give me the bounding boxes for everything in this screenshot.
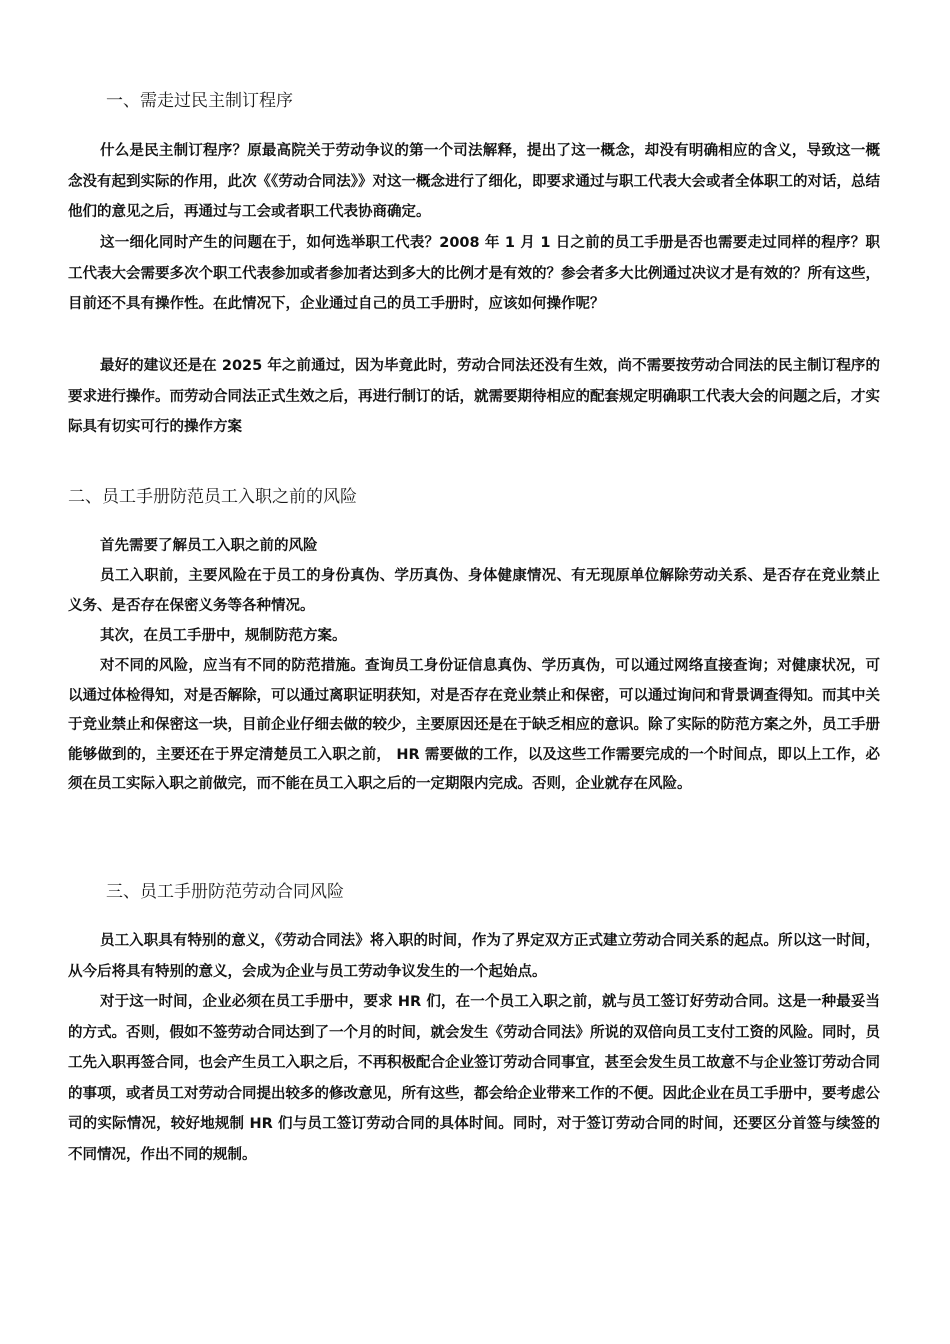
section-1-paragraph-2: 这一细化同时产生的问题在于，如何选举职工代表？2008 年 1 月 1 日之前的员工手册是否也需要走过同样的程序？职工代表大会需要多次个职工代表参加或者参加者达到多大的比例才是有效的？参会者多大比例通过决议才是有效的？所有这些，目前还不具有操作性。在此情况下，企业通过自己的员工手册时，应该如何操作呢？ — [68, 235, 880, 312]
section-2-paragraph-4: 对不同的风险，应当有不同的防范措施。查询员工身份证信息真伪、学历真伪，可以通过网络直接查询；对健康状况，可以通过体检得知，对是否解除，可以通过离职证明获知，对是否存在竞业禁止和保密，可以通过询问和背景调查得知。而其中关于竞业禁止和保密这一块，目前企业仔细去做的较少，主要原因还是在于缺乏相应的意识。除了实际的防范方案之外，员工手册能够做到的，主要还在于界定清楚员工入职之前， HR 需要做的工作，以及这些工作需要完成的一个时间点，即以上工作，必须在员工实际入职之前做完，而不能在员工入职之后的一定期限内完成。否则，企业就存在风险。 — [68, 658, 880, 792]
section-2-paragraph-1: 首先需要了解员工入职之前的风险 — [100, 538, 318, 554]
section-2-paragraph-3: 其次，在员工手册中，规制防范方案。 — [100, 628, 347, 644]
section-3-paragraph-1: 员工入职具有特别的意义，《劳动合同法》将入职的时间，作为了界定双方正式建立劳动合同关系的起点。所以这一时间，从今后将具有特别的意义，会成为企业与员工劳动争议发生的一个起始点。 — [68, 933, 880, 980]
section-1-paragraph-3: 最好的建议还是在 2025 年之前通过，因为毕竟此时，劳动合同法还没有生效，尚不需要按劳动合同法的民主制订程序的要求进行操作。而劳动合同法正式生效之后，再进行制订的话，就需要期待相应的配套规定明确职工代表大会的问题之后，才实际具有切实可行的操作方案 — [68, 358, 880, 435]
section-2-paragraph-2: 员工入职前，主要风险在于员工的身份真伪、学历真伪、身体健康情况、有无现原单位解除劳动关系、是否存在竞业禁止义务、是否存在保密义务等各种情况。 — [68, 568, 880, 614]
section-1-heading: 一、需走过民主制订程序 — [106, 91, 293, 111]
section-1-paragraph-1: 什么是民主制订程序？原最高院关于劳动争议的第一个司法解释，提出了这一概念，却没有明确相应的含义，导致这一概念没有起到实际的作用，此次《《劳动合同法》》对这一概念进行了细化，即要求通过与职工代表大会或者全体职工的对话，总结他们的意见之后，再通过与工会或者职工代表协商确定。 — [68, 143, 880, 220]
section-3-paragraph-2: 对于这一时间，企业必须在员工手册中，要求 HR 们，在一个员工入职之前，就与员工签订好劳动合同。这是一种最妥当的方式。否则，假如不签劳动合同达到了一个月的时间，就会发生《劳动合同法》所说的双倍向员工支付工资的风险。同时，员工先入职再签合同，也会产生员工入职之后，不再积极配合企业签订劳动合同事宜，甚至会发生员工故意不与企业签订劳动合同的事项，或者员工对劳动合同提出较多的修改意见，所有这些，都会给企业带来工作的不便。因此企业在员工手册中，要考虑公司的实际情况，较好地规制 HR 们与员工签订劳动合同的具体时间。同时，对于签订劳动合同的时间，还要区分首签与续签的不同情况，作出不同的规制。 — [68, 994, 880, 1163]
section-3-heading: 三、员工手册防范劳动合同风险 — [106, 882, 344, 902]
section-2-heading: 二、员工手册防范员工入职之前的风险 — [68, 487, 357, 507]
